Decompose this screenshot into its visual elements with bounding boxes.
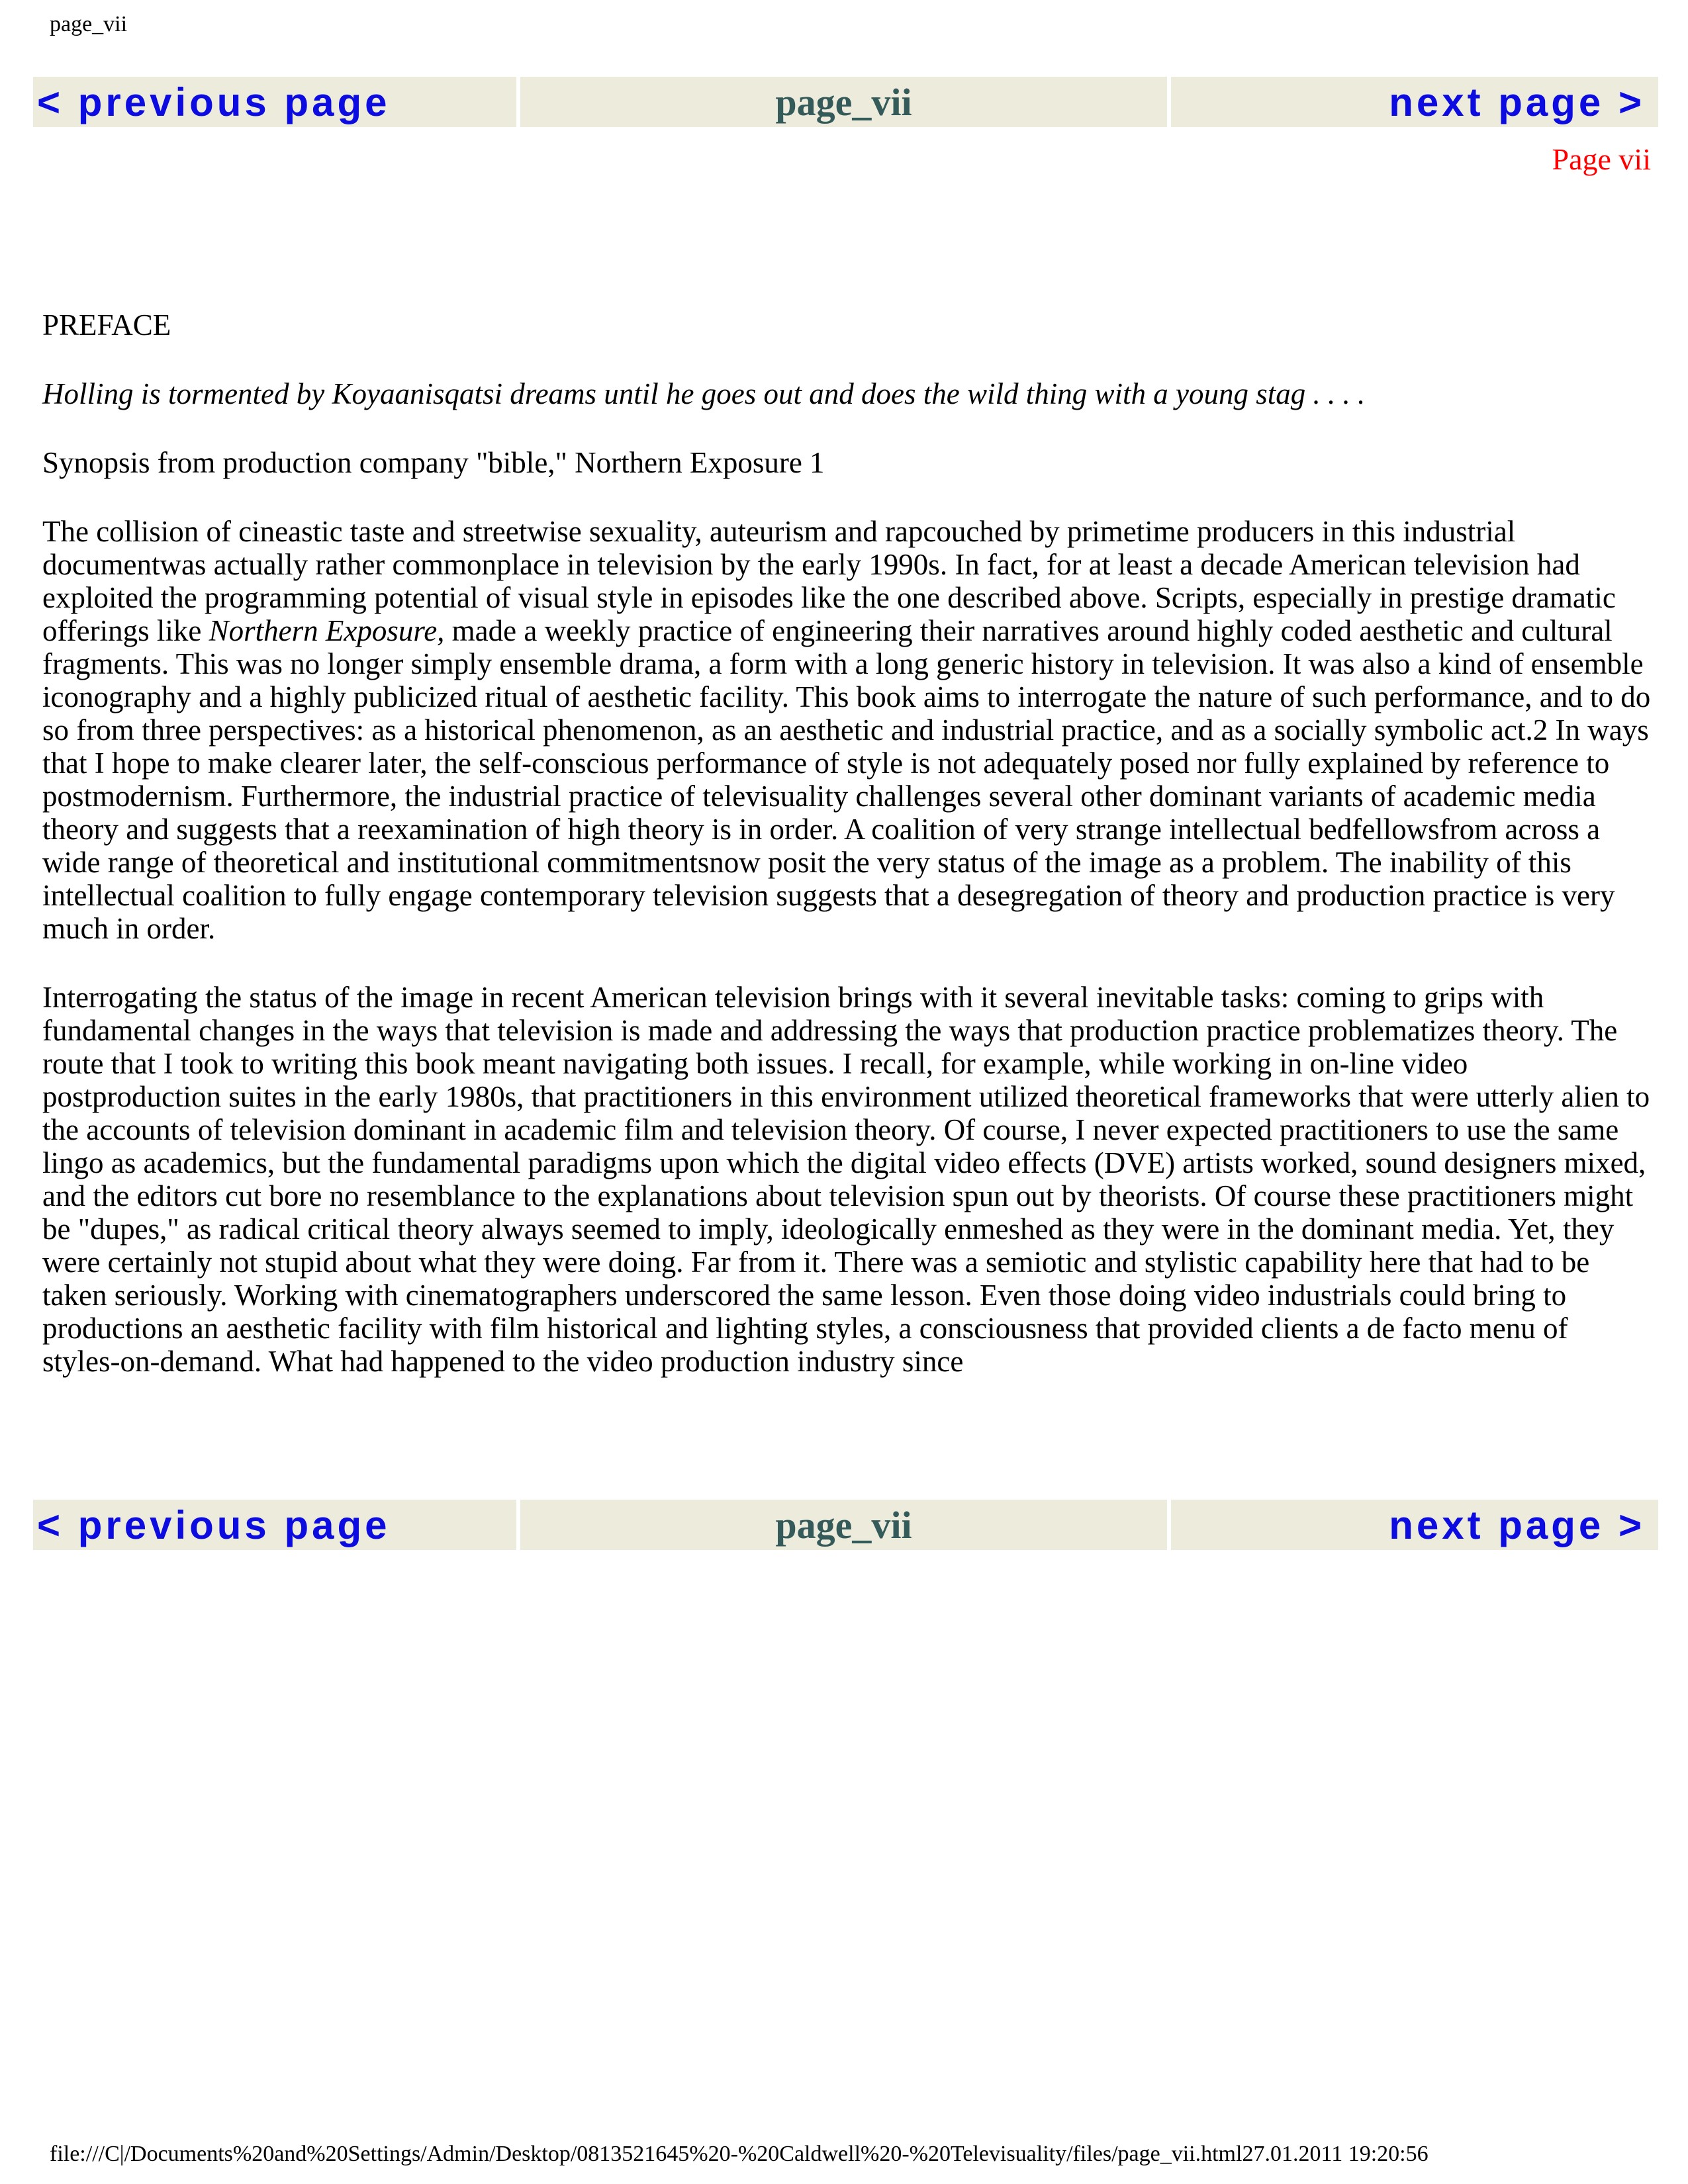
paragraph-1-part-a: The collision of cineastic taste and streetwise sexuality, auteurism and rapcouched by primetime producers in this industrial documentwas actually rather commonplace in television by the early 1990s. In fact, for at least a decade American television had exploited the programming potential of visual style in episodes like the one described above. Scripts, especially in prestige dramatic offerings like (42, 515, 1616, 647)
nav-page-title-bottom: page_vii (775, 1503, 912, 1547)
paragraph-2: Interrogating the status of the image in recent American television brings with it several inevitable tasks: coming to grips with fundamental changes in the ways that television is made and addressing the ways that production practice problematizes theory. The route that I took to writing this book meant navigating both issues. I recall, for example, while working in on-line video postproduction suites in the early 1980s, that practitioners in this environment utilized theoretical frameworks that were utterly alien to the accounts of television dominant in academic film and television theory. Of course, I never expected practitioners to use the same lingo as academics, but the fundamental paradigms upon which the digital video effects (DVE) artists worked, sound designers mixed, and the editors cut bore no resemblance to the explanations about television spun out by theorists. Of course these practitioners might be "dupes," as radical critical theory always seemed to imply, ideologically enmeshed as they were in the dominant media. Yet, they were certainly not stupid about what they were doing. Far from it. There was a semiotic and stylistic capability here that had to be taken seriously. Working with cinematographers underscored the same lesson. Even those doing video industrials could bring to productions an aesthetic facility with film historical and lighting styles, a consciousness that provided clients a de facto menu of styles-on-demand. What had happened to the video production industry since (42, 981, 1650, 1378)
page-number-label: Page vii (1552, 142, 1651, 176)
nav-cell-title-bottom (520, 1500, 1167, 1550)
paragraph-1-italic-title: Northern Exposure, (209, 614, 445, 647)
print-header: page_vii (50, 12, 128, 36)
epigraph-text: Holling is tormented by Koyaanisqatsi dreams until he goes out and does the wild thing with a young stag . . . . (42, 377, 1366, 410)
epigraph (42, 377, 1651, 410)
nav-cell-previous-bottom (33, 1500, 516, 1550)
nav-page-title: page_vii (775, 80, 912, 124)
paragraph-1 (42, 515, 1651, 945)
previous-page-link-bottom[interactable]: < previous page (37, 1502, 391, 1547)
epigraph-attribution: Synopsis from production company "bible," Northern Exposure 1 (42, 446, 825, 479)
print-footer-url: file:///C|/Documents%20and%20Settings/Admin/Desktop/0813521645%20-%20Caldwell%20-%20Televisuality/files/page_vii.html27.01.2011 19:20:56 (50, 2142, 1429, 2166)
nav-cell-next (1171, 77, 1658, 127)
bottom-navigation-bar (33, 1500, 1658, 1550)
paragraph-1-part-b: made a weekly practice of engineering their narratives around highly coded aesthetic and cultural fragments. This was no longer simply ensemble drama, a form with a long generic history in television. It was also a kind of ensemble iconography and a highly publicized ritual of aesthetic facility. This book aims to interrogate the nature of such performance, and to do so from three perspectives: as a historical phenomenon, as an aesthetic and industrial practice, and as a socially symbolic act.2 In ways that I hope to make clearer later, the self-conscious performance of style is not adequately posed nor fully explained by reference to postmodernism. Furthermore, the industrial practice of televisuality challenges several other dominant variants of academic media theory and suggests that a reexamination of high theory is in order. A coalition of very strange intellectual bedfellowsfrom across a wide range of theoretical and institutional commitmentsnow posit the very status of the image as a problem. The inability of this intellectual coalition to fully engage contemporary television suggests that a desegregation of theory and production practice is very much in order. (42, 614, 1651, 945)
nav-cell-previous (33, 77, 516, 127)
previous-page-link[interactable]: < previous page (37, 79, 391, 124)
next-page-link-bottom[interactable]: next page > (1389, 1502, 1645, 1547)
next-page-link[interactable]: next page > (1389, 79, 1645, 124)
nav-cell-title (520, 77, 1167, 127)
nav-cell-next-bottom (1171, 1500, 1658, 1550)
document-body (42, 308, 1651, 1414)
preface-heading: PREFACE (42, 308, 171, 341)
top-navigation-bar (33, 77, 1658, 127)
